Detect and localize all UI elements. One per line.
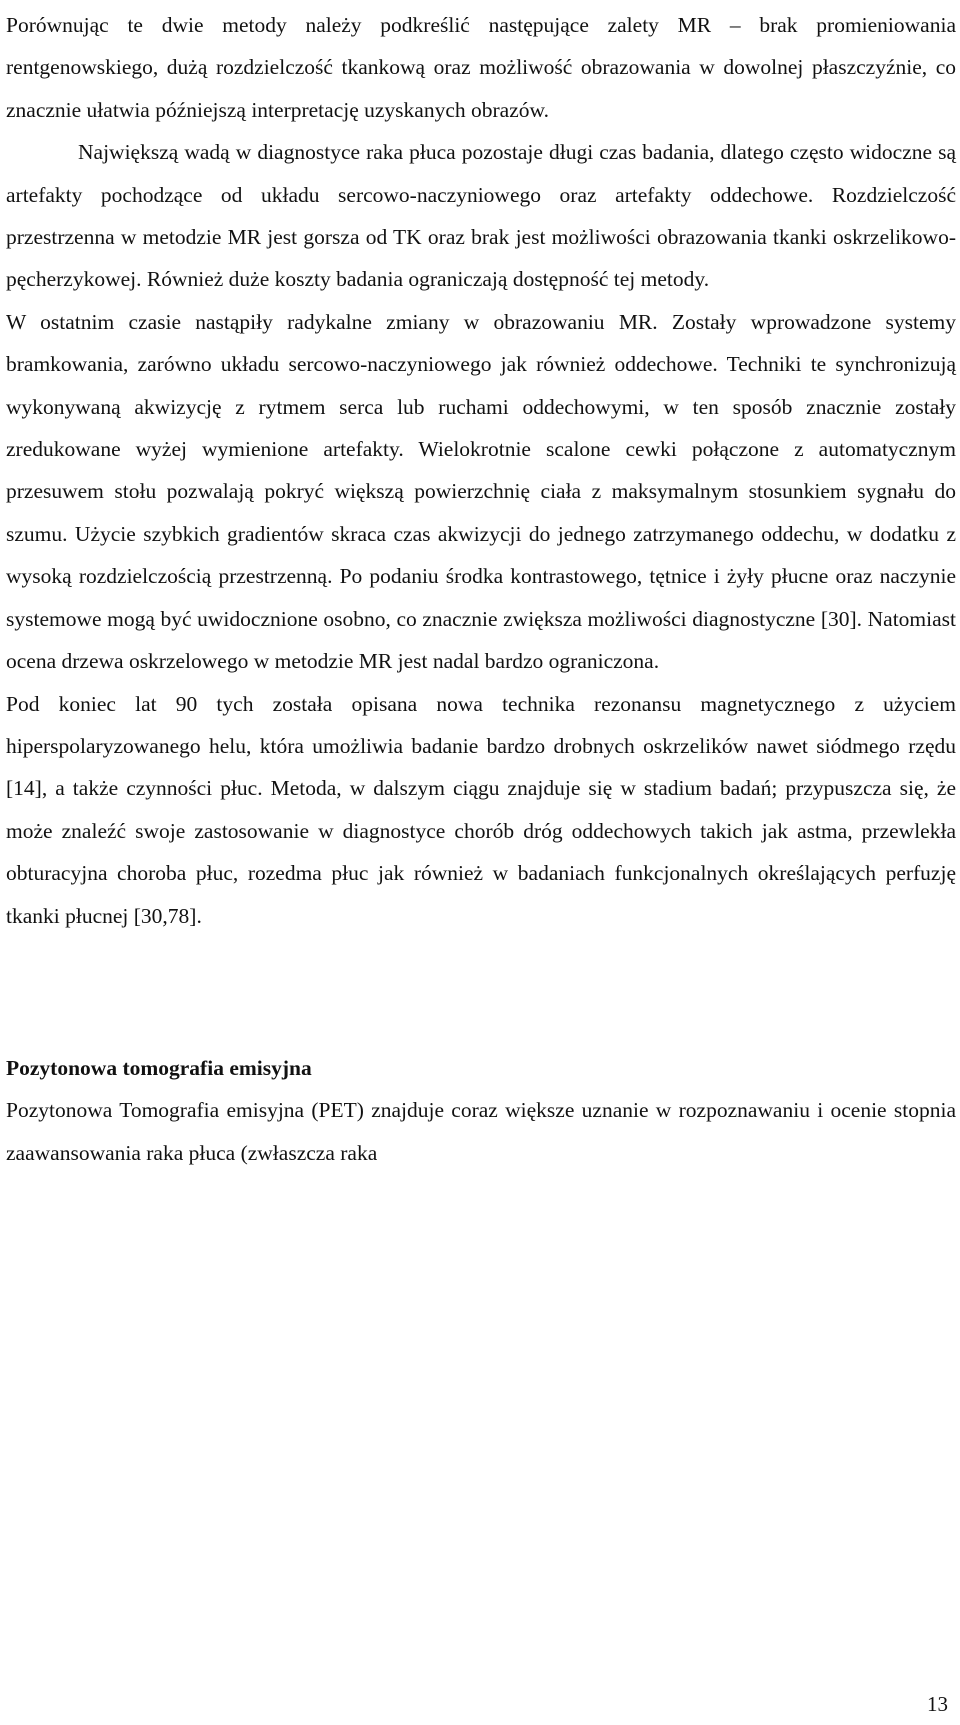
paragraph-mr-advantages: Porównując te dwie metody należy podkreślić następujące zalety MR – brak promieniowania rentgenowskiego, dużą rozdzielczość tkankową oraz możliwość obrazowania w dowolnej płaszczyźnie, co znacznie ułatwia późniejszą interpretację uzyskanych obrazów. [6,13,956,122]
paragraph-pet-intro: Pozytonowa Tomografia emisyjna (PET) znajduje coraz większe uznanie w rozpoznawaniu i ocenie stopnia zaawansowania raka płuca (zwłaszcza raka [6,1098,956,1165]
section-spacer [6,937,956,1047]
paragraph-mr-disadvantages: Największą wadą w diagnostyce raka płuca pozostaje długi czas badania, dlatego często widoczne są artefakty pochodzące od układu sercowo-naczyniowego oraz artefakty oddechowe. Rozdzielczość przestrzenna w metodzie MR jest gorsza od TK oraz brak jest możliwości obrazowania tkanki oskrzelikowo-pęcherzykowej. Również duże koszty badania ograniczają dostępność tej metody. [6,140,956,292]
paragraph-mr-recent-changes: W ostatnim czasie nastąpiły radykalne zmiany w obrazowaniu MR. Zostały wprowadzone systemy bramkowania, zarówno układu sercowo-naczyniowego jak również oddechowe. Techniki te synchronizują wykonywaną akwizycję z rytmem serca lub ruchami oddechowymi, w ten sposób znacznie zostały zredukowane wyżej wymienione artefakty. Wielokrotnie scalone cewki połączone z automatycznym przesuwem stołu pozwalają pokryć większą powierzchnię ciała z maksymalnym stosunkiem sygnału do szumu. Użycie szybkich gradientów skraca czas akwizycji do jednego zatrzymanego oddechu, w dodatku z wysoką rozdzielczością przestrzenną. Po podaniu środka kontrastowego, tętnice i żyły płucne oraz naczynie systemowe mogą być uwidocznione osobno, co znacznie zwiększa możliwości diagnostyczne [30]. Natomiast ocena drzewa oskrzelowego w metodzie MR jest nadal bardzo ograniczona. [6,309,956,674]
paragraph-hyperpolarized-helium: Pod koniec lat 90 tych została opisana nowa technika rezonansu magnetycznego z użyciem hiperspolaryzowanego helu, która umożliwia badanie bardzo drobnych oskrzelików nawet siódmego rzędu [14], a także czynności płuc. Metoda, w dalszym ciągu znajduje się w stadium badań; przypuszcza się, że może znaleźć swoje zastosowanie w diagnostyce chorób dróg oddechowych takich jak astma, przewlekła obturacyjna choroba płuc, rozedma płuc jak również w badaniach funkcjonalnych określających perfuzję tkanki płucnej [30,78]. [6,691,956,928]
section-heading: Pozytonowa tomografia emisyjna [6,1055,312,1080]
page-number: 13 [927,1692,948,1716]
document-page [6,4,956,1174]
